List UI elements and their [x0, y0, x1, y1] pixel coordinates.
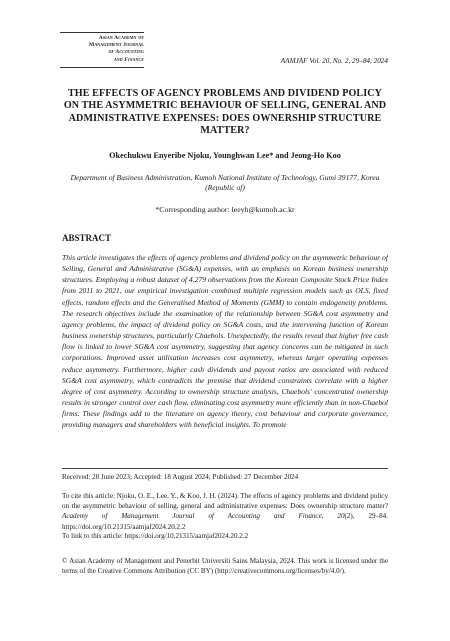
- corresponding-author: *Corresponding author: leeyh@kumoh.ac.kr: [155, 205, 295, 214]
- citation-prefix: To cite this article: Njoku, O. E., Lee, Y., & Koo, J. H. (2024). The effects of agency problems and dividend policy on the asymmetric behaviour of selling, general and administrative expenses: Does ownership structure matter?: [62, 492, 388, 511]
- abstract-body: This article investigates the effects of agency problems and dividend policy on the asymmetric behaviour of Selling, General and Administrative (SG&A) expenses, with an emphasis on Korean business ownership structures. Employing a robust dataset of 4,279 observations from the Korean Composite Stock Price Index from 2011 to 2021, our empirical investigation combined multiple regression models such as OLS, fixed effects, random effects and the Generalised Method of Moments (GMM) to contain endogeneity problems. The research objectives include the examination of the relationship between SG&A cost asymmetry and agency problems, the impact of dividend policy on SG&A costs, and the intervening function of Korean business ownership structures, particularly Chaebols. Unexpectedly, the results reveal that higher free cash flow is linked to lower SG&A cost asymmetry, suggesting that agency concerns can be mitigated in such corporations. Improved asset utilisation increases cost asymmetry, whereas larger operating expenses reduce asymmetry. Furthermore, higher cash dividends and payout ratios are associated with reduced SG&A cost asymmetry, which contradicts the premise that dividend constraints correlate with a higher degree of cost asymmetry. According to ownership structure analysis, Chaebols' concentrated ownership results in stronger control over cash flow, eliminating cost asymmetry more efficiently than in non-Chaebol firms. These findings add to the literature on agency theory, cost behaviour and corporate governance, providing managers and shareholders with beneficial insights. To promote: [62, 253, 388, 430]
- author-list: Okechukwu Enyeribe Njoku, Younghwan Lee* and Jeong-Ho Koo: [109, 151, 341, 160]
- footer-divider: [62, 468, 388, 469]
- article-link[interactable]: To link to this article: https://doi.org/10.21315/aamjaf2024.20.2.2: [62, 532, 249, 540]
- publication-dates: Received: 28 June 2023; Accepted: 18 August 2024; Published: 27 December 2024: [62, 473, 299, 481]
- citation-block: [62, 491, 388, 532]
- author-affiliation: Department of Business Administration, Kumoh National Institute of Technology, Gumi 39177, Korea (Republic of): [70, 173, 380, 193]
- citation-journal: Academy of Management Journal of Accounting and Finance, 20: [62, 512, 345, 521]
- article-title: THE EFFECTS OF AGENCY PROBLEMS AND DIVIDEND POLICY ON THE ASYMMETRIC BEHAVIOUR OF SELLING, GENERAL AND ADMINISTRATIVE EXPENSES: DOES OWNERSHIP STRUCTURE MATTER?: [63, 88, 387, 137]
- journal-logo-line: of Accounting: [108, 49, 144, 56]
- copyright-notice: © Asian Academy of Management and Penerbit Universiti Sains Malaysia, 2024. This work is licensed under the terms of the Creative Commons Attribution (CC BY) (http://creativecommons.org/licenses/by/4.0/).: [62, 557, 388, 576]
- journal-logo-line: and Finance: [113, 56, 144, 63]
- journal-logo-line: Management Journal: [88, 42, 144, 49]
- journal-logo: [60, 32, 144, 68]
- journal-citation-header: AAMJAF Vol. 20, No. 2, 29–84, 2024: [280, 57, 388, 65]
- abstract-heading: ABSTRACT: [62, 233, 112, 243]
- journal-logo-line: Asian Academy of: [98, 35, 144, 41]
- citation-suffix[interactable]: (2), 29–84. https://doi.org/10.21315/aamjaf2024.20.2.2: [62, 512, 388, 531]
